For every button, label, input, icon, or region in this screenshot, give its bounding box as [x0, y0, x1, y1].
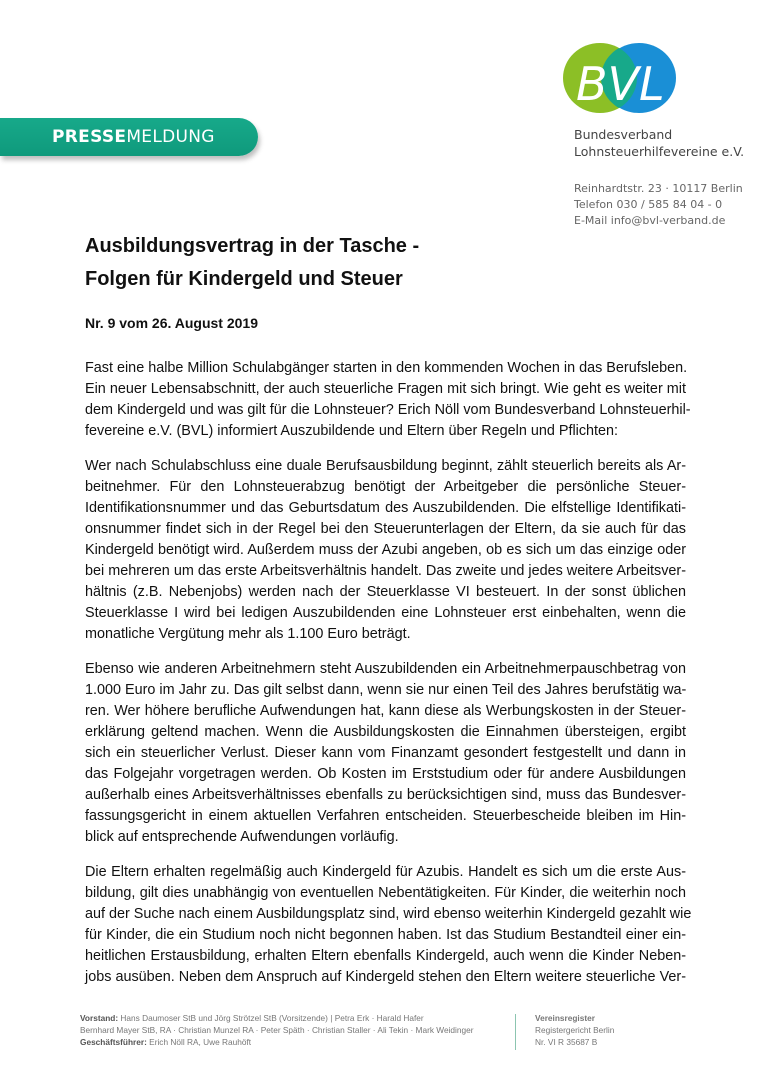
press-release-banner — [0, 118, 258, 156]
issue-number: Nr. 9 vom 26. August 2019 — [85, 315, 258, 331]
text-line: dem Kindergeld und was gilt für die Lohnsteuer? Erich Nöll vom Bundesverband Lohnsteuerhil- — [85, 402, 691, 418]
text-line: hältnis (z.B. Nebenjobs) werden nach der Steuerklasse VI besteuert. In der sonst üblichen — [85, 584, 686, 600]
text-line: auf der Suche nach einem Ausbildungsplatz sind, wird ebenso weiterhin Kindergeld gezahlt wie — [85, 906, 692, 922]
ceo-label: Geschäftsführer: — [80, 1037, 147, 1047]
text-line: Fast eine halbe Million Schulabgänger starten in den kommenden Wochen in das Berufsleben. — [85, 360, 688, 376]
title-line-1: Ausbildungsvertrag in der Tasche - — [85, 235, 420, 257]
text-line: Kindergeld benötigt wird. Außerdem muss der Azubi angeben, ob es sich um das einzige oder — [85, 542, 686, 558]
body-text — [85, 358, 692, 1002]
contact-info — [574, 181, 743, 229]
banner-light: MELDUNG — [126, 127, 215, 147]
text-line: erklärung geltend machen. Wenn die Ausbildungskosten die Einnahmen übersteigen, ergibt — [85, 724, 686, 740]
text-line: fevereine e.V. (BVL) informiert Auszubildende und Eltern über Regeln und Pflichten: — [85, 423, 619, 439]
text-line: jobs ausüben. Neben dem Anspruch auf Kindergeld stehen den Eltern weitere steuerliche Ver- — [85, 969, 686, 985]
email: E-Mail info@bvl-verband.de — [574, 214, 726, 227]
text-line: Wer nach Schulabschluss eine duale Berufsausbildung beginnt, zählt steuerlich bereits als Ar- — [85, 458, 686, 474]
text-line: das Folgejahr vorgetragen werden. Ob Kosten im Erststudium oder für andere Ausbildungen — [85, 766, 686, 782]
text-line: Steuerklasse I wird bei ledigen Auszubildenden eine Lohnsteuer erst einbehalten, wenn die — [85, 605, 686, 621]
text-line: 1.000 Euro im Jahr zu. Das gilt selbst dann, wenn sie nur einen Teil des Jahres berufstätig wa- — [85, 682, 687, 698]
text-line: Identifikationsnummer und das Geburtsdatum des Auszubildenden. Die elfstellige Identifikati- — [85, 500, 686, 516]
board-line-2: Bernhard Mayer StB, RA · Christian Munzel RA · Peter Späth · Christian Staller · Ali Tekin · Mark Weidinger — [80, 1025, 474, 1035]
text-line: beitnehmer. Für den Lohnsteuerabzug benötigt der Arbeitgeber die persönliche Steuer- — [85, 479, 686, 495]
text-line: bei mehreren um das erste Arbeitsverhältnis handelt. Das zweite und jedes weitere Arbeitsver- — [85, 563, 686, 579]
paragraph — [85, 358, 691, 442]
register-title: Vereinsregister — [535, 1013, 595, 1023]
text-line: onsnummer findet sich in der Regel bei den Steuerunterlagen der Eltern, da sie auch für das — [85, 521, 686, 537]
text-line: sich ein steuerlicher Verlust. Dieser kann vom Finanzamt gesondert festgestellt und dann in — [85, 745, 686, 761]
text-line: fassungsgericht in einem aktuellen Verfahren entscheiden. Steuerbescheide bleiben im Hin- — [85, 808, 686, 824]
title-line-2: Folgen für Kindergeld und Steuer — [85, 268, 403, 290]
paragraph — [85, 456, 686, 645]
text-line: Ebenso wie anderen Arbeitnehmern steht Auszubildenden ein Arbeitnehmerpauschbetrag von — [85, 661, 686, 677]
banner-bold: PRESSE — [52, 127, 127, 147]
ceo-text: Erich Nöll RA, Uwe Rauhöft — [146, 1037, 252, 1047]
footer-divider — [515, 1014, 516, 1050]
org-line-2: Lohnsteuerhilfevereine e.V. — [574, 144, 745, 159]
footer-register — [535, 1012, 614, 1048]
footer-board — [80, 1012, 498, 1048]
text-line: für Kinder, die ein Studium noch nicht begonnen haben. Ist das Studium Bestandteil einer ein- — [85, 927, 686, 943]
board-text: Hans Daumoser StB und Jörg Strötzel StB (Vorsitzende) | Petra Erk · Harald Hafer — [118, 1013, 424, 1023]
text-line: außerhalb eines Arbeitsverhältnisses ebenfalls zu berücksichtigen sind, muss das Bundesver- — [85, 787, 686, 803]
org-line-1: Bundesverband — [574, 127, 673, 142]
board-label: Vorstand: — [80, 1013, 119, 1023]
document-title — [85, 230, 419, 296]
address: Reinhardtstr. 23 · 10117 Berlin — [574, 182, 743, 195]
organization-name — [574, 126, 744, 160]
svg-text:BVL: BVL — [576, 57, 665, 111]
paragraph — [85, 862, 692, 988]
banner-text — [52, 127, 215, 147]
text-line: bildung, gilt dies unabhängig von eventuellen Nebentätigkeiten. Für Kinder, die weiterhin noch — [85, 885, 686, 901]
text-line: heitlichen Erstausbildung, erhalten Eltern ebenfalls Kindergeld, auch wenn die Kinder Neben- — [85, 948, 686, 964]
text-line: blick auf entsprechende Aufwendungen vorläufig. — [85, 829, 399, 845]
text-line: Ein neuer Lebensabschnitt, der auch steuerliche Fragen mit sich bringt. Wie geht es weiter mit — [85, 381, 686, 397]
register-nr: Nr. VI R 35687 B — [535, 1037, 598, 1047]
register-court: Registergericht Berlin — [535, 1025, 615, 1035]
text-line: ren. Wer höhere berufliche Aufwendungen hat, kann diese als Werbungskosten in der Steuer- — [85, 703, 686, 719]
phone: Telefon 030 / 585 84 04 - 0 — [574, 198, 723, 211]
bvl-logo — [562, 42, 677, 114]
text-line: Die Eltern erhalten regelmäßig auch Kindergeld für Azubis. Handelt es sich um die erste Aus- — [85, 864, 686, 880]
paragraph — [85, 659, 686, 848]
text-line: monatliche Vergütung mehr als 1.100 Euro beträgt. — [85, 626, 411, 642]
